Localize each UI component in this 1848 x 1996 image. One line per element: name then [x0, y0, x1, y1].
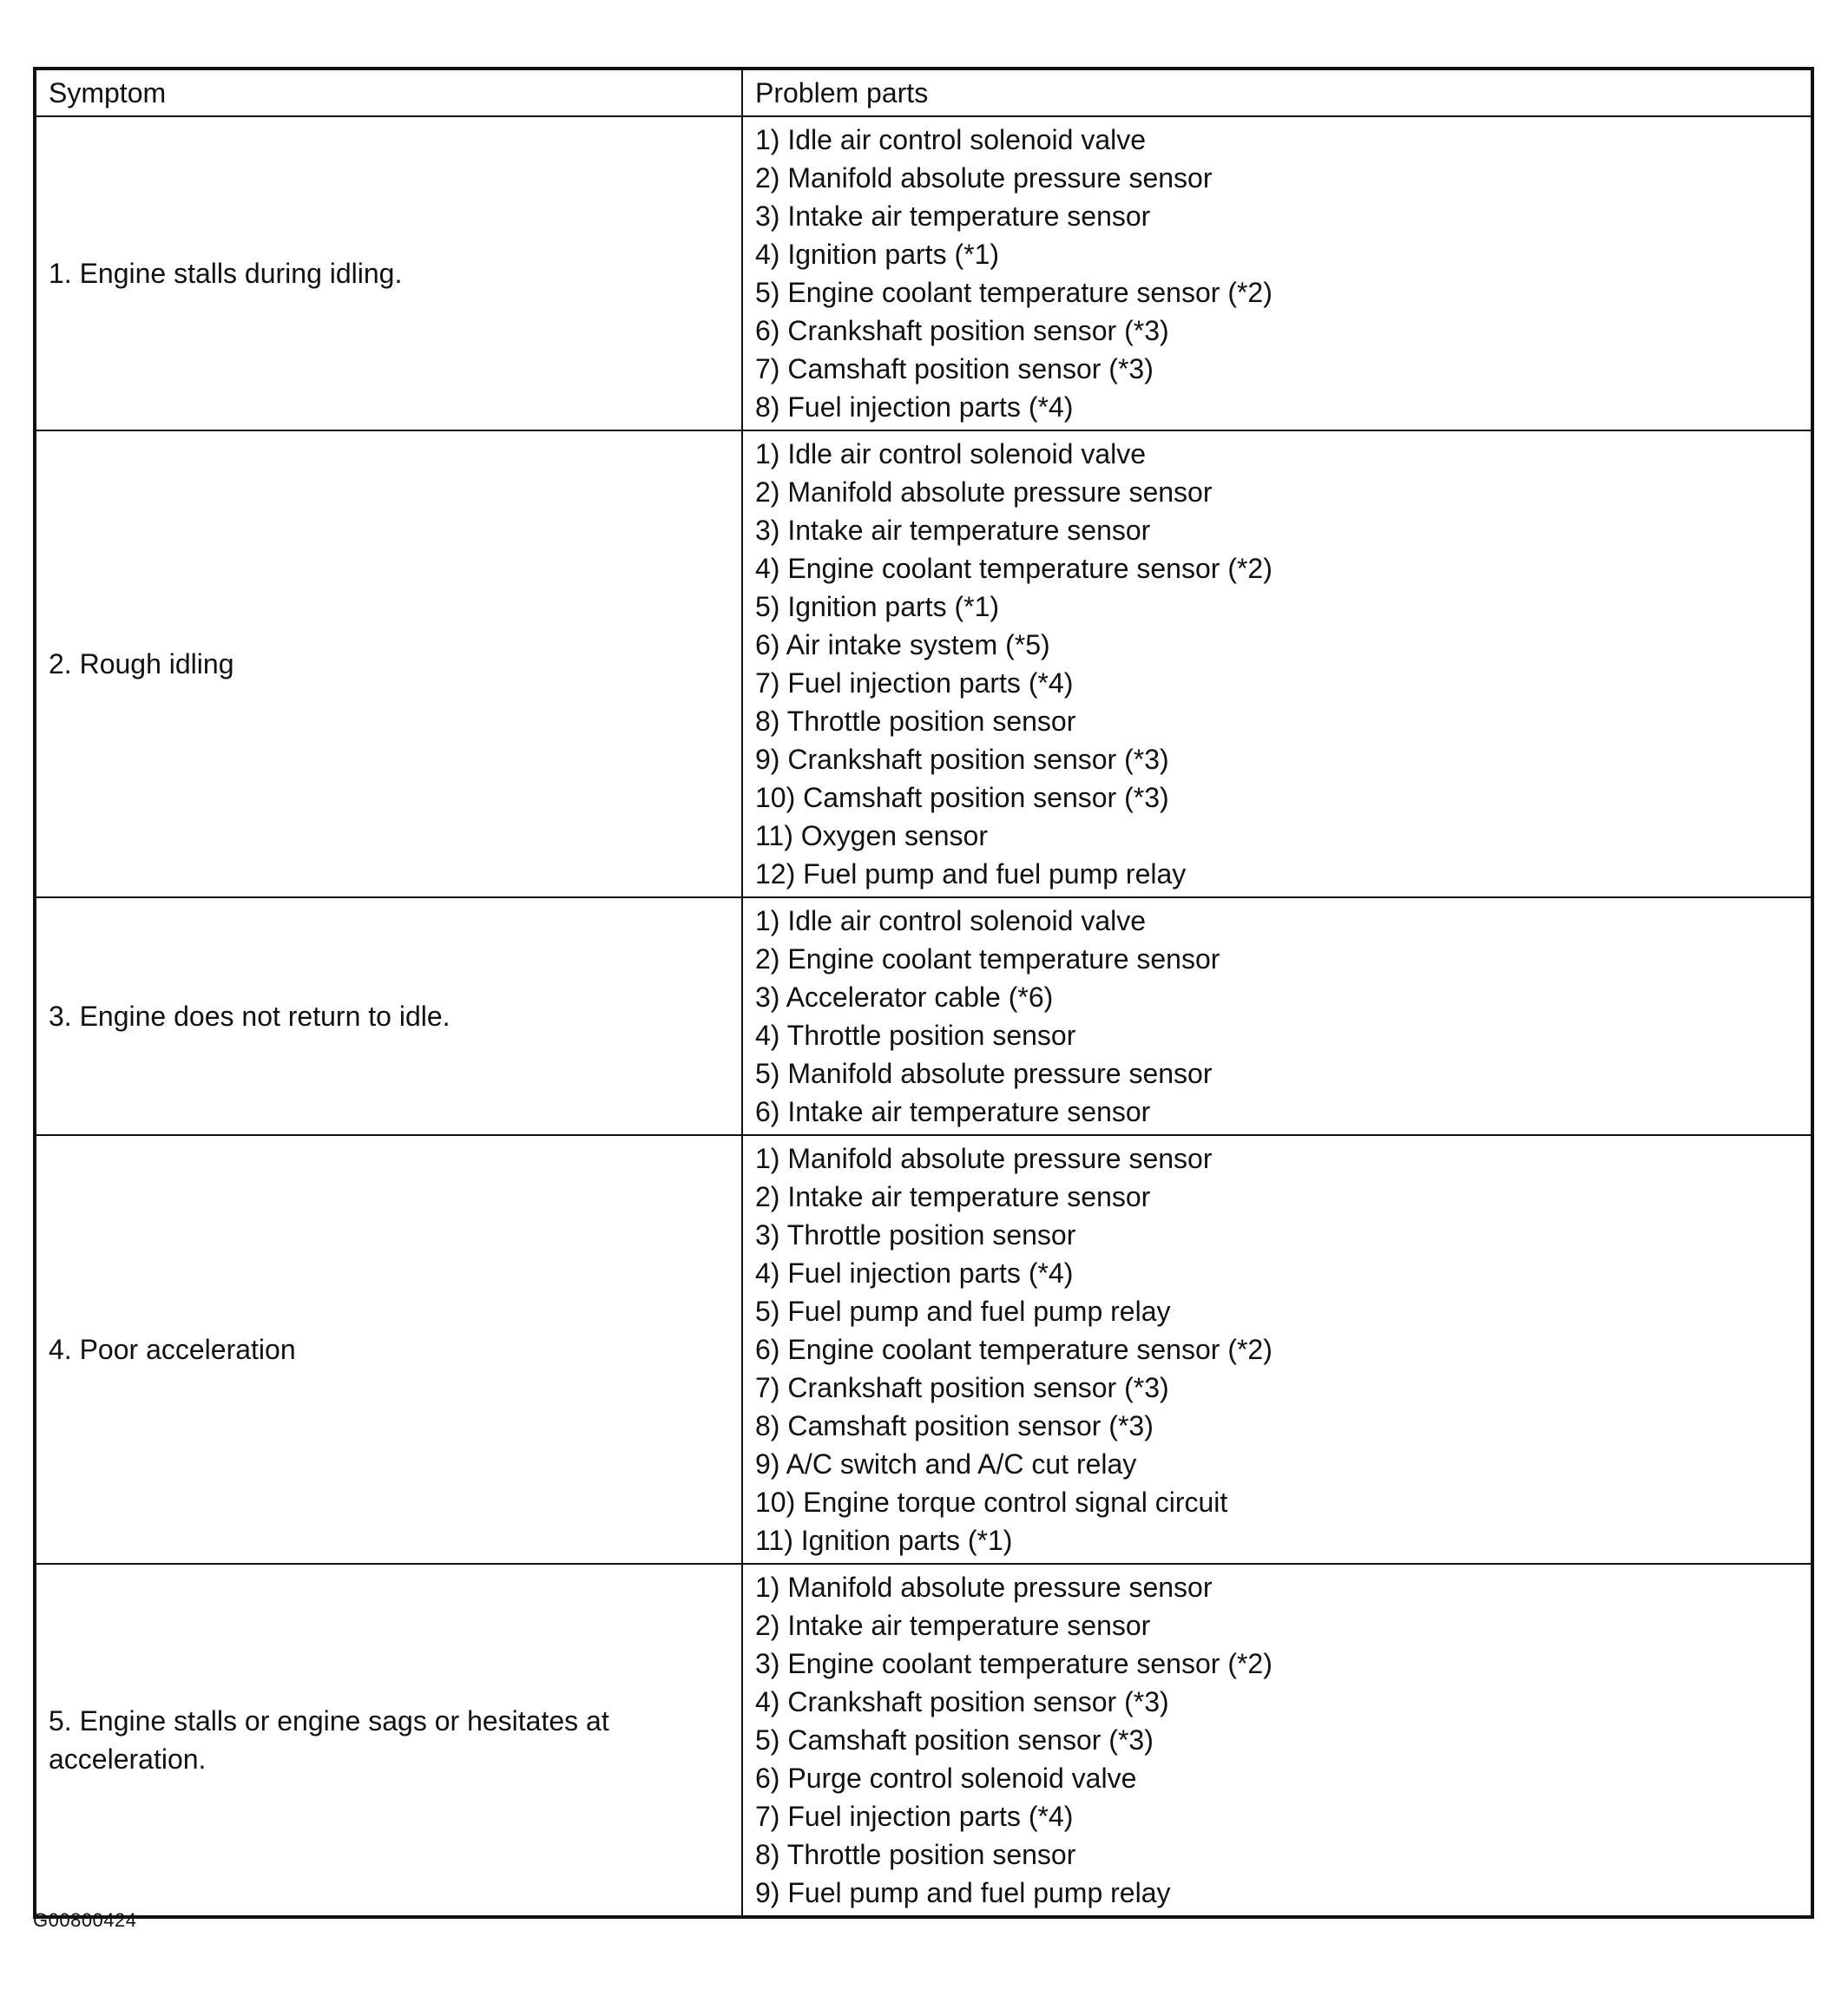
- problem-part-item: 6) Crankshaft position sensor (*3): [755, 315, 1169, 346]
- problem-part-item: 9) Crankshaft position sensor (*3): [755, 744, 1169, 775]
- header-symptom: Symptom: [35, 69, 742, 116]
- problem-part-item: 6) Intake air temperature sensor: [755, 1096, 1151, 1127]
- problem-part-item: 11) Oxygen sensor: [755, 820, 988, 851]
- problem-part-item: 7) Camshaft position sensor (*3): [755, 353, 1154, 384]
- problem-part-item: 12) Fuel pump and fuel pump relay: [755, 858, 1187, 890]
- problem-part-item: 5) Ignition parts (*1): [755, 591, 1000, 622]
- problem-part-item: 6) Purge control solenoid valve: [755, 1763, 1137, 1794]
- problem-part-item: 8) Fuel injection parts (*4): [755, 391, 1074, 423]
- problem-part-item: 11) Ignition parts (*1): [755, 1525, 1013, 1556]
- problem-part-item: 4) Throttle position sensor: [755, 1020, 1076, 1051]
- problem-part-item: 5) Engine coolant temperature sensor (*2): [755, 277, 1273, 308]
- problem-part-item: 4) Crankshaft position sensor (*3): [755, 1686, 1169, 1717]
- problem-part-item: 1) Idle air control solenoid valve: [755, 905, 1147, 936]
- problem-part-item: 9) A/C switch and A/C cut relay: [755, 1448, 1137, 1480]
- problem-part-item: 1) Idle air control solenoid valve: [755, 438, 1147, 469]
- problem-part-item: 1) Manifold absolute pressure sensor: [755, 1572, 1213, 1603]
- problem-parts-cell: [742, 1135, 1812, 1564]
- problem-part-item: 4) Ignition parts (*1): [755, 239, 1000, 270]
- problem-part-item: 2) Intake air temperature sensor: [755, 1181, 1151, 1212]
- problem-part-item: 4) Fuel injection parts (*4): [755, 1257, 1074, 1289]
- problem-part-item: 3) Throttle position sensor: [755, 1219, 1076, 1251]
- symptom-cell: 3. Engine does not return to idle.: [35, 897, 742, 1135]
- problem-part-item: 9) Fuel pump and fuel pump relay: [755, 1877, 1171, 1908]
- problem-part-item: 3) Accelerator cable (*6): [755, 982, 1054, 1013]
- problem-parts-cell: [742, 897, 1812, 1135]
- figure-code: G00800424: [33, 1909, 137, 1931]
- problem-parts-cell: [742, 430, 1812, 897]
- problem-part-item: 8) Throttle position sensor: [755, 706, 1076, 737]
- problem-part-item: 6) Air intake system (*5): [755, 629, 1050, 660]
- problem-parts-cell: [742, 1564, 1812, 1917]
- problem-part-item: 7) Fuel injection parts (*4): [755, 667, 1074, 699]
- problem-part-item: 10) Camshaft position sensor (*3): [755, 782, 1169, 813]
- problem-part-item: 10) Engine torque control signal circuit: [755, 1487, 1228, 1518]
- problem-part-item: 4) Engine coolant temperature sensor (*2): [755, 553, 1273, 584]
- problem-part-item: 5) Fuel pump and fuel pump relay: [755, 1296, 1171, 1327]
- problem-part-item: 8) Throttle position sensor: [755, 1839, 1076, 1870]
- problem-part-item: 3) Engine coolant temperature sensor (*2): [755, 1648, 1273, 1679]
- problem-part-item: 5) Camshaft position sensor (*3): [755, 1724, 1154, 1756]
- symptom-cell: 1. Engine stalls during idling.: [35, 116, 742, 430]
- table-row: [35, 1135, 1812, 1564]
- problem-part-item: 5) Manifold absolute pressure sensor: [755, 1058, 1213, 1089]
- problem-part-item: 7) Fuel injection parts (*4): [755, 1801, 1074, 1832]
- troubleshooting-sheet: [33, 67, 1811, 1919]
- problem-part-item: 1) Idle air control solenoid valve: [755, 124, 1147, 155]
- problem-part-item: 8) Camshaft position sensor (*3): [755, 1410, 1154, 1441]
- problem-part-item: 3) Intake air temperature sensor: [755, 200, 1151, 232]
- problem-part-item: 2) Engine coolant temperature sensor: [755, 943, 1220, 975]
- table-row: [35, 897, 1812, 1135]
- symptom-table: [33, 67, 1814, 1919]
- problem-part-item: 1) Manifold absolute pressure sensor: [755, 1143, 1213, 1174]
- table-row: [35, 1564, 1812, 1917]
- problem-part-item: 2) Manifold absolute pressure sensor: [755, 162, 1213, 194]
- problem-part-item: 2) Intake air temperature sensor: [755, 1610, 1151, 1641]
- problem-part-item: 2) Manifold absolute pressure sensor: [755, 476, 1213, 508]
- table-row: [35, 116, 1812, 430]
- symptom-cell: 4. Poor acceleration: [35, 1135, 742, 1564]
- symptom-cell: 5. Engine stalls or engine sags or hesitates at acceleration.: [35, 1564, 742, 1917]
- header-problem-parts: Problem parts: [742, 69, 1812, 116]
- table-header-row: [35, 69, 1812, 116]
- problem-parts-cell: [742, 116, 1812, 430]
- problem-part-item: 7) Crankshaft position sensor (*3): [755, 1372, 1169, 1403]
- symptom-cell: 2. Rough idling: [35, 430, 742, 897]
- problem-part-item: 3) Intake air temperature sensor: [755, 515, 1151, 546]
- table-row: [35, 430, 1812, 897]
- problem-part-item: 6) Engine coolant temperature sensor (*2): [755, 1334, 1273, 1365]
